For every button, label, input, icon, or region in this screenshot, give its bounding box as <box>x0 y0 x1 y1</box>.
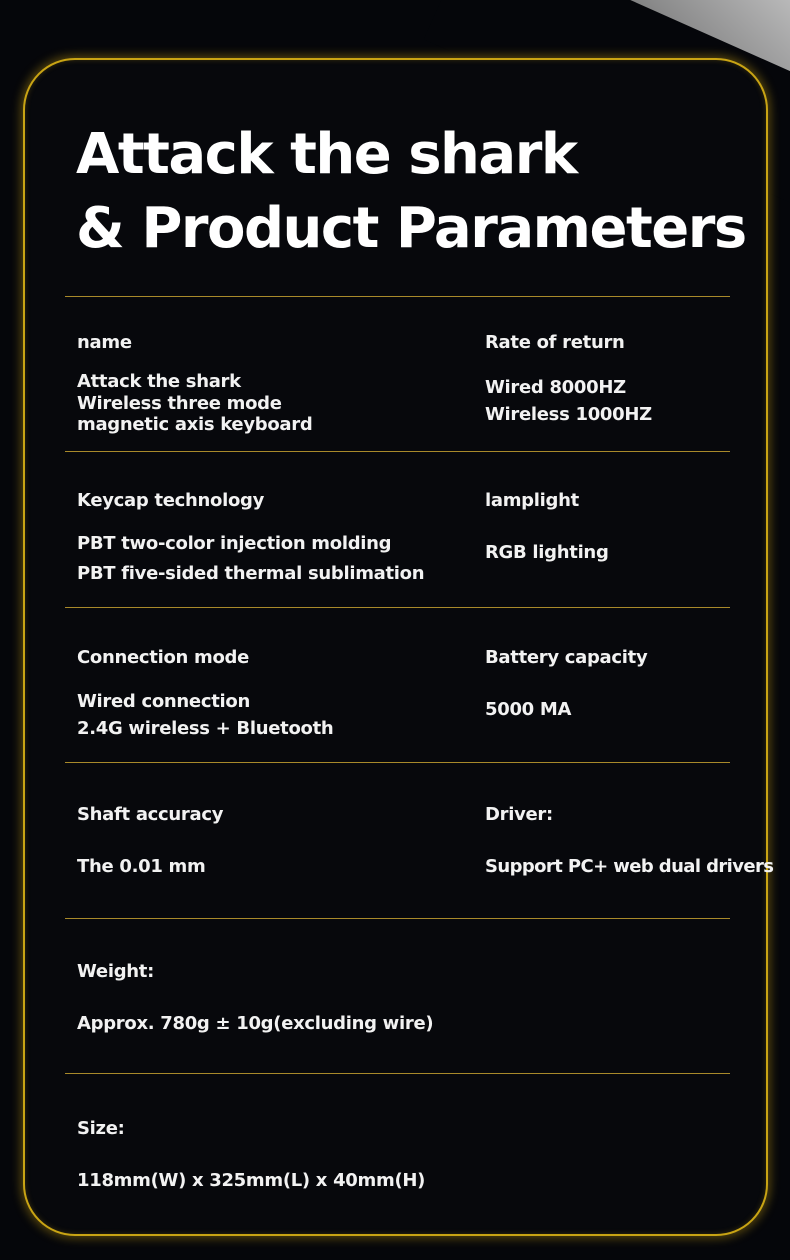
param-label-size: Size: <box>77 1118 125 1139</box>
param-value-name <box>77 371 312 436</box>
param-value-keycap <box>77 529 424 589</box>
page-title <box>76 118 756 266</box>
param-value-line: magnetic axis keyboard <box>77 414 313 435</box>
page-title-line-2: & Product Parameters <box>76 196 746 261</box>
divider <box>65 451 730 452</box>
divider <box>65 918 730 919</box>
param-value-line: Wired connection <box>77 691 250 712</box>
divider <box>65 762 730 763</box>
param-value-line: 118mm(W) x 325mm(L) x 40mm(H) <box>77 1170 426 1191</box>
param-value-lamplight <box>485 542 609 563</box>
param-value-line: The 0.01 mm <box>77 856 206 877</box>
param-label-driver: Driver: <box>485 804 553 825</box>
param-value-connection <box>77 688 333 742</box>
param-value-line: Attack the shark <box>77 371 241 392</box>
param-label-name: name <box>77 332 132 353</box>
param-value-line: 2.4G wireless + Bluetooth <box>77 718 334 739</box>
param-value-size <box>77 1170 425 1191</box>
param-value-line: PBT two-color injection molding <box>77 533 392 554</box>
param-value-line: Wireless three mode <box>77 392 282 414</box>
param-label-battery: Battery capacity <box>485 647 648 668</box>
divider <box>65 1073 730 1074</box>
param-value-line: Support PC+ web dual drivers <box>485 856 774 877</box>
param-label-lamplight: lamplight <box>485 490 579 511</box>
param-label-rate: Rate of return <box>485 332 625 353</box>
param-value-driver <box>485 856 773 877</box>
param-label-connection: Connection mode <box>77 647 250 668</box>
divider <box>65 296 730 297</box>
param-value-line: Wired 8000HZ <box>485 377 626 398</box>
page-title-line-1: Attack the shark <box>76 122 577 187</box>
param-value-shaft <box>77 856 205 877</box>
divider <box>65 607 730 608</box>
param-value-line: 5000 MA <box>485 699 572 720</box>
param-label-weight: Weight: <box>77 961 154 982</box>
param-value-line: RGB lighting <box>485 542 609 563</box>
param-value-line: Wireless 1000HZ <box>485 404 652 425</box>
param-value-weight <box>77 1013 433 1034</box>
param-value-rate <box>485 374 652 428</box>
param-label-keycap: Keycap technology <box>77 490 265 511</box>
param-value-battery <box>485 699 571 720</box>
param-label-shaft: Shaft accuracy <box>77 804 224 825</box>
param-value-line: Approx. 780g ± 10g(excluding wire) <box>77 1013 434 1034</box>
param-value-line: PBT five-sided thermal sublimation <box>77 563 425 584</box>
